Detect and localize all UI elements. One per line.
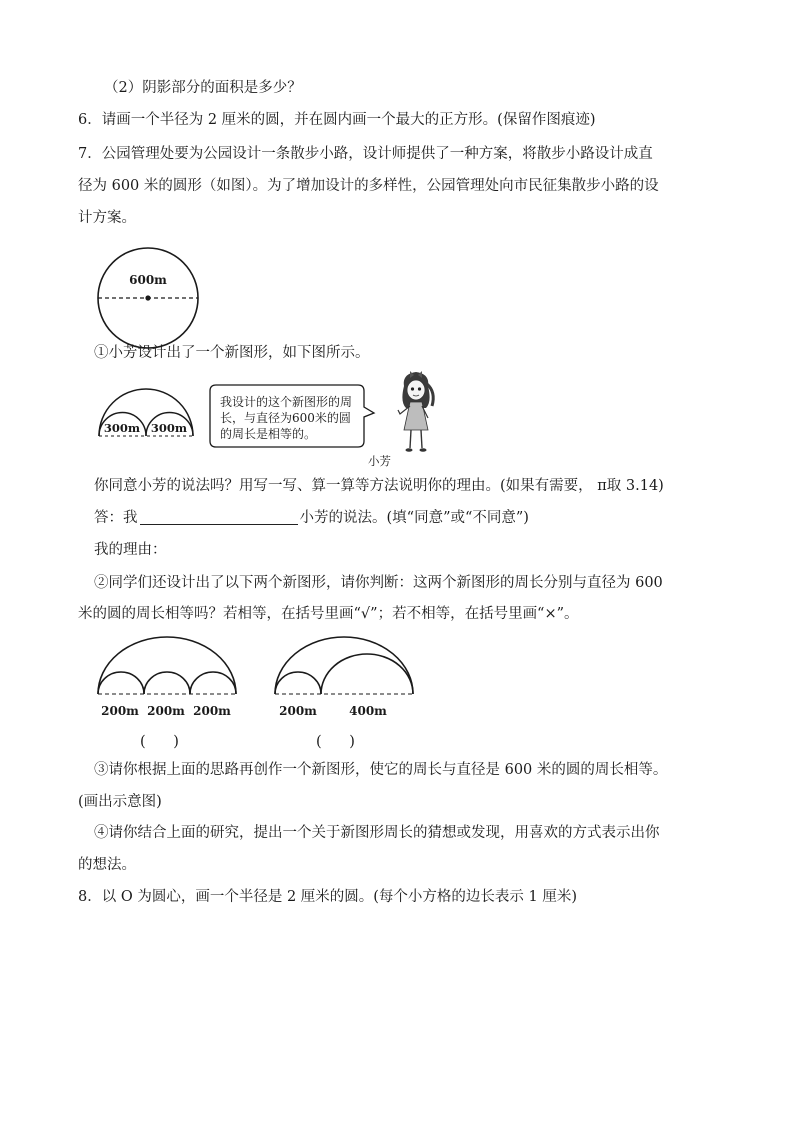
question-5-part-2: （2）阴影部分的面积是多少？ (104, 80, 302, 96)
answer-prefix: 答：我 (94, 510, 138, 526)
part-3-line-2: (画出示意图) (78, 794, 162, 810)
big-semicircle (275, 637, 413, 694)
small-semicircle (275, 672, 321, 694)
answer-suffix: 小芳的说法。(填“同意”或“不同意”) (299, 510, 529, 526)
center-dot (145, 295, 150, 300)
character-name-label: 小芳 (368, 454, 391, 468)
question-7-line-2: 径为 600 米的圆形（如图）。为了增加设计的多样性，公园管理处向市民征集散步小路的设 (78, 178, 659, 194)
answer-paren-figure-2[interactable]: ( ) (316, 734, 355, 750)
part-2-line-2: 米的圆的周长相等吗？若相等，在括号里画“√”；若不相等，在括号里画“×”。 (78, 606, 579, 622)
speech-line-3: 的周长是相等的。 (220, 427, 317, 441)
question-7-line-1: 7．公园管理处要为公园设计一条散步小路，设计师提供了一种方案，将散步小路设计成直 (78, 146, 653, 162)
two-semicircles-figure (270, 634, 418, 724)
part-1-intro: ①小芳设计出了一个新图形，如下图所示。 (94, 345, 370, 361)
xiaofang-figure (94, 388, 198, 442)
answer-paren-figure-1[interactable]: ( ) (140, 734, 179, 750)
label-400m: 400m (349, 704, 387, 718)
label-200m: 200m (279, 704, 317, 718)
circle-600m-figure (94, 244, 204, 354)
reason-label: 我的理由： (94, 542, 167, 558)
part-3-line-1: ③请你根据上面的思路再创作一个新图形，使它的周长与直径是 600 米的圆的周长相等。 (94, 762, 668, 778)
answer-blank-field[interactable] (140, 508, 298, 525)
question-8: 8．以 O 为圆心，画一个半径是 2 厘米的圆。(每个小方格的边长表示 1 厘米) (78, 889, 578, 905)
girl-illustration (392, 368, 440, 460)
part-1-question: 你同意小芳的说法吗？用写一写、算一算等方法说明你的理由。(如果有需要， π取 3.14) (94, 478, 664, 494)
part-4-line-2: 的想法。 (78, 857, 136, 873)
label-200m-3: 200m (193, 704, 231, 718)
small-semicircle-3 (190, 672, 236, 694)
label-200m-2: 200m (147, 704, 185, 718)
part-2-line-1: ②同学们还设计出了以下两个新图形，请你判断：这两个新图形的周长分别与直径为 600 (94, 575, 663, 591)
part-4-line-1: ④请你结合上面的研究，提出一个关于新图形周长的猜想或发现，用喜欢的方式表示出你 (94, 825, 660, 841)
question-7-line-3: 计方案。 (78, 210, 136, 226)
diameter-label: 600m (129, 273, 167, 287)
big-semicircle (98, 637, 236, 694)
label-300m-left: 300m (103, 421, 141, 435)
three-semicircles-figure (92, 634, 242, 724)
speech-line-1: 我设计的这个新图形的周 (220, 395, 353, 409)
label-300m-right: 300m (150, 421, 188, 435)
question-6: 6．请画一个半径为 2 厘米的圆，并在圆内画一个最大的正方形。(保留作图痕迹) (78, 112, 596, 128)
speech-line-2: 长，与直径为600米的圆 (220, 411, 351, 425)
label-200m-1: 200m (101, 704, 139, 718)
small-semicircle-2 (144, 672, 190, 694)
answer-line (94, 508, 529, 528)
small-semicircle-1 (98, 672, 144, 694)
